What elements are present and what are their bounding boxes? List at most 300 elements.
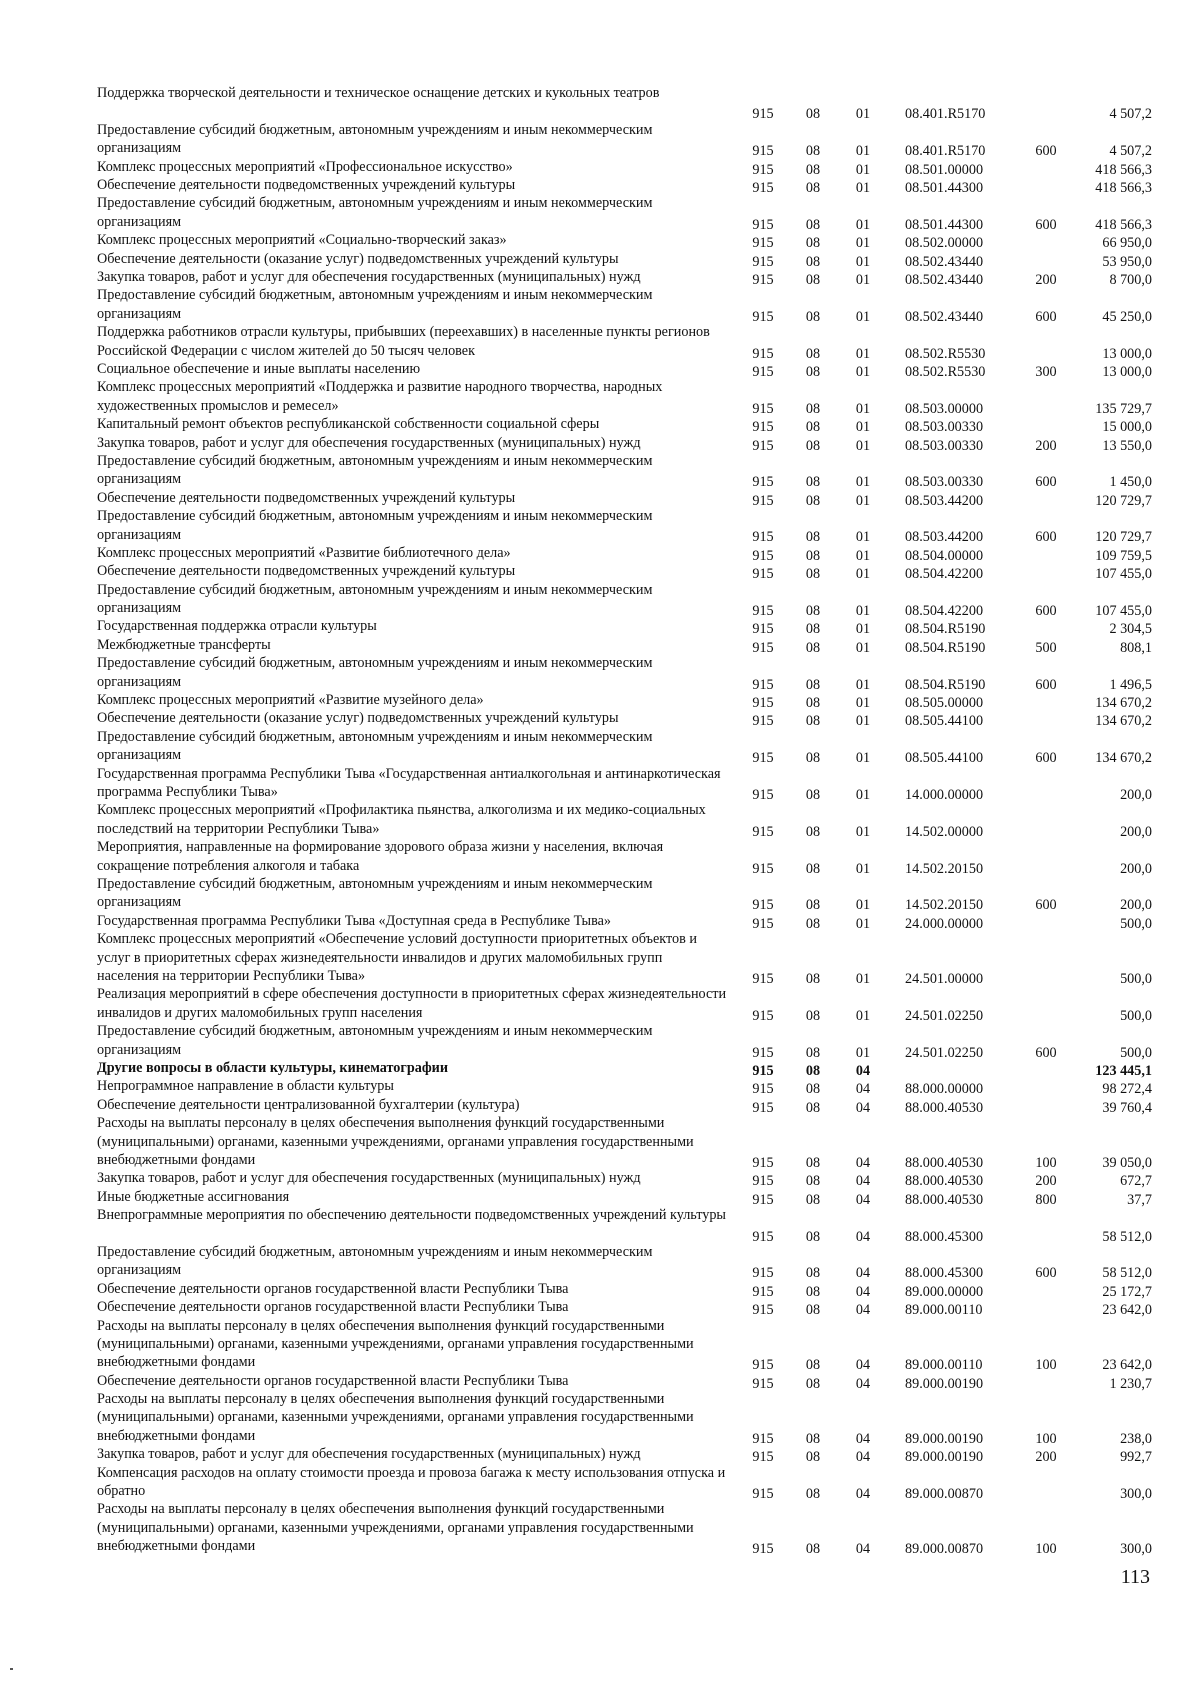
target-article-cell: 88.000.00000 — [905, 1081, 984, 1098]
expense-type-cell: 600 — [1035, 676, 1057, 693]
section-code-cell: 08 — [805, 253, 821, 270]
target-article-cell: 08.501.00000 — [905, 161, 984, 178]
subsection-code-cell: 01 — [855, 419, 871, 436]
section-code-cell: 08 — [805, 1228, 821, 1245]
table-row — [0, 415, 1200, 436]
subsection-code-cell: 01 — [855, 216, 871, 233]
amount-cell: 45 250,0 — [1102, 308, 1152, 325]
amount-cell: 13 550,0 — [1102, 437, 1152, 454]
admin-code-cell: 915 — [752, 437, 774, 454]
table-row — [0, 231, 1200, 252]
subsection-code-cell: 04 — [855, 1081, 871, 1098]
table-row — [0, 1188, 1200, 1206]
item-name-cell: Предоставление субсидий бюджетным, автономным учреждениям и иным некоммерческим организациям — [97, 195, 653, 230]
subsection-code-cell: 01 — [855, 823, 871, 840]
subsection-code-cell: 01 — [855, 547, 871, 564]
admin-code-cell: 915 — [752, 860, 774, 877]
section-code-cell: 08 — [805, 1449, 821, 1466]
item-name-cell: Комплекс процессных мероприятий «Развитие библиотечного дела» — [97, 544, 511, 561]
amount-cell: 808,1 — [1120, 639, 1152, 656]
amount-cell: 134 670,2 — [1095, 713, 1152, 730]
table-row — [0, 1464, 1200, 1501]
section-code-cell: 08 — [805, 695, 821, 712]
item-name-cell: Предоставление субсидий бюджетным, автономным учреждениям и иным некоммерческим организациям — [97, 655, 653, 690]
subsection-code-cell: 04 — [855, 1099, 871, 1116]
expense-type-cell: 600 — [1035, 750, 1057, 767]
table-row — [0, 1059, 1200, 1077]
item-name-cell: Государственная программа Республики Тыва «Государственная антиалкогольная и антинаркотическая программа Республики Тыва» — [97, 765, 721, 801]
table-row — [0, 838, 1200, 875]
item-name-cell: Предоставление субсидий бюджетным, автономным учреждениям и иным некоммерческим организациям — [97, 1023, 653, 1058]
subsection-code-cell: 04 — [855, 1541, 871, 1558]
amount-cell: 13 000,0 — [1102, 363, 1152, 380]
admin-code-cell: 915 — [752, 1541, 774, 1558]
amount-cell: 300,0 — [1120, 1486, 1152, 1503]
item-name-cell: Компенсация расходов на оплату стоимости проезда и провоза багажа к месту использования отпуска и обратно — [97, 1464, 726, 1500]
table-row — [0, 1169, 1200, 1190]
subsection-code-cell: 01 — [855, 1007, 871, 1024]
item-name-cell: Комплекс процессных мероприятий «Социально-творческий заказ» — [97, 232, 507, 249]
table-row — [0, 581, 1200, 618]
table-row — [0, 709, 1200, 730]
table-row — [0, 912, 1200, 930]
amount-cell: 4 507,2 — [1109, 106, 1152, 123]
target-article-cell: 08.503.00330 — [905, 419, 984, 436]
target-article-cell: 89.000.00870 — [905, 1486, 984, 1503]
amount-cell: 500,0 — [1120, 971, 1152, 987]
target-article-cell: 89.000.00190 — [905, 1375, 984, 1392]
item-name-cell: Комплекс процессных мероприятий «Развитие музейного дела» — [97, 692, 484, 709]
item-name-cell: Обеспечение деятельности подведомственных учреждений культуры — [97, 176, 516, 193]
expense-type-cell: 200 — [1035, 437, 1057, 454]
subsection-code-cell: 01 — [855, 106, 871, 123]
item-name-cell: Мероприятия, направленные на формирование здорового образа жизни у населения, включая сокращение потребления алкоголя и табака — [97, 839, 664, 874]
admin-code-cell: 915 — [752, 1375, 774, 1392]
table-row — [0, 654, 1200, 691]
amount-cell: 500,0 — [1120, 1007, 1152, 1024]
amount-cell: 39 050,0 — [1102, 1154, 1152, 1171]
section-code-cell: 08 — [805, 639, 821, 656]
section-code-cell: 08 — [805, 437, 821, 454]
subsection-code-cell: 04 — [855, 1449, 871, 1466]
admin-code-cell: 915 — [752, 1265, 774, 1282]
item-name-cell: Предоставление субсидий бюджетным, автономным учреждениям и иным некоммерческим организациям — [97, 508, 653, 543]
target-article-cell: 08.504.42200 — [905, 566, 984, 583]
amount-cell: 500,0 — [1120, 1044, 1152, 1061]
table-row — [0, 801, 1200, 838]
section-code-cell: 08 — [805, 1302, 821, 1319]
item-name-cell: Государственная поддержка отрасли культуры — [97, 618, 377, 635]
table-row — [0, 268, 1200, 286]
subsection-code-cell: 01 — [855, 400, 871, 417]
amount-cell: 1 496,5 — [1109, 676, 1152, 693]
amount-cell: 8 700,0 — [1109, 271, 1152, 288]
section-code-cell: 08 — [805, 363, 821, 380]
section-code-cell: 08 — [805, 823, 821, 840]
table-row — [0, 544, 1200, 562]
admin-code-cell: 915 — [752, 621, 774, 638]
target-article-cell: 08.504.42200 — [905, 603, 984, 620]
item-name-cell: Комплекс процессных мероприятий «Профессиональное искусство» — [97, 158, 513, 175]
admin-code-cell: 915 — [752, 419, 774, 436]
admin-code-cell: 915 — [752, 1302, 774, 1319]
section-code-cell: 08 — [805, 400, 821, 417]
table-row — [0, 1022, 1200, 1059]
subsection-code-cell: 04 — [855, 1302, 871, 1319]
admin-code-cell: 915 — [752, 897, 774, 914]
target-article-cell: 14.000.00000 — [905, 787, 984, 804]
table-row — [0, 1372, 1200, 1390]
amount-cell: 200,0 — [1120, 860, 1152, 877]
target-article-cell: 89.000.00190 — [905, 1430, 984, 1447]
expense-type-cell: 600 — [1035, 143, 1057, 160]
amount-cell: 134 670,2 — [1095, 695, 1152, 712]
expense-type-cell: 100 — [1035, 1541, 1057, 1558]
expense-type-cell: 200 — [1035, 1173, 1057, 1190]
table-row — [0, 360, 1200, 378]
amount-cell: 418 566,3 — [1095, 216, 1152, 233]
section-code-cell: 08 — [805, 547, 821, 564]
table-row — [0, 158, 1200, 176]
section-code-cell: 08 — [805, 308, 821, 325]
item-name-cell: Обеспечение деятельности подведомственных учреждений культуры — [97, 489, 516, 506]
amount-cell: 1 450,0 — [1109, 474, 1152, 491]
target-article-cell: 24.000.00000 — [905, 915, 984, 932]
target-article-cell: 08.504.R5190 — [905, 621, 986, 638]
amount-cell: 37,7 — [1127, 1191, 1152, 1208]
amount-cell: 418 566,3 — [1095, 179, 1152, 196]
subsection-code-cell: 01 — [855, 235, 871, 252]
table-row — [0, 250, 1200, 268]
amount-cell: 107 455,0 — [1095, 603, 1152, 620]
admin-code-cell: 915 — [752, 271, 774, 288]
target-article-cell: 88.000.40530 — [905, 1154, 984, 1171]
section-code-cell: 08 — [805, 1173, 821, 1190]
admin-code-cell: 915 — [752, 713, 774, 730]
amount-cell: 109 759,5 — [1095, 547, 1152, 564]
table-row — [0, 562, 1200, 583]
expense-type-cell: 100 — [1035, 1154, 1057, 1171]
expense-type-cell: 100 — [1035, 1357, 1057, 1374]
target-article-cell: 88.000.45300 — [905, 1265, 984, 1282]
target-article-cell: 24.501.02250 — [905, 1044, 984, 1061]
subsection-code-cell: 01 — [855, 603, 871, 620]
subsection-code-cell: 01 — [855, 345, 871, 362]
subsection-code-cell: 01 — [855, 363, 871, 380]
admin-code-cell: 915 — [752, 1154, 774, 1171]
item-name-cell: Обеспечение деятельности органов государственной власти Республики Тыва — [97, 1280, 569, 1297]
subsection-code-cell: 01 — [855, 271, 871, 288]
amount-cell: 2 304,5 — [1109, 621, 1152, 638]
page-number: 113 — [1120, 1566, 1150, 1588]
target-article-cell: 08.502.43440 — [905, 308, 984, 325]
item-name-cell: Иные бюджетные ассигнования — [97, 1188, 290, 1205]
target-article-cell: 08.401.R5170 — [905, 106, 986, 123]
item-name-cell: Обеспечение деятельности централизованной бухгалтерии (культура) — [97, 1096, 520, 1113]
expense-type-cell: 100 — [1035, 1430, 1057, 1447]
admin-code-cell: 915 — [752, 235, 774, 252]
target-article-cell: 08.503.44200 — [905, 529, 984, 546]
subsection-code-cell: 04 — [855, 1173, 871, 1190]
target-article-cell: 88.000.45300 — [905, 1228, 984, 1245]
admin-code-cell: 915 — [752, 308, 774, 325]
subsection-code-cell: 04 — [855, 1375, 871, 1392]
target-article-cell: 14.502.20150 — [905, 860, 984, 877]
item-name-cell: Комплекс процессных мероприятий «Обеспечение условий доступности приоритетных объектов и услуг в приоритетных сферах жизнедеятельности инвалидов и других маломобильных групп населения на территории Республики Тыва» — [97, 931, 697, 985]
section-code-cell: 08 — [805, 1062, 821, 1079]
section-code-cell: 08 — [805, 529, 821, 546]
admin-code-cell: 915 — [752, 345, 774, 362]
admin-code-cell: 915 — [752, 1357, 774, 1374]
expense-type-cell: 600 — [1035, 308, 1057, 325]
admin-code-cell: 915 — [752, 1191, 774, 1208]
expense-type-cell: 300 — [1035, 363, 1057, 380]
section-code-cell: 08 — [805, 1044, 821, 1061]
target-article-cell: 08.502.43440 — [905, 253, 984, 270]
table-row — [0, 1096, 1200, 1114]
item-name-cell: Обеспечение деятельности подведомственных учреждений культуры — [97, 563, 516, 580]
target-article-cell: 14.502.00000 — [905, 823, 984, 840]
target-article-cell: 89.000.00000 — [905, 1283, 984, 1300]
target-article-cell: 88.000.40530 — [905, 1191, 984, 1208]
section-code-cell: 08 — [805, 676, 821, 693]
item-name-cell: Предоставление субсидий бюджетным, автономным учреждениям и иным некоммерческим организациям — [97, 728, 653, 764]
subsection-code-cell: 01 — [855, 179, 871, 196]
subsection-code-cell: 01 — [855, 529, 871, 546]
item-name-cell: Государственная программа Республики Тыва «Доступная среда в Республике Тыва» — [97, 912, 611, 929]
subsection-code-cell: 01 — [855, 308, 871, 325]
item-name-cell: Предоставление субсидий бюджетным, автономным учреждениям и иным некоммерческим организациям — [97, 287, 653, 322]
subsection-code-cell: 04 — [855, 1228, 871, 1245]
item-name-cell: Закупка товаров, работ и услуг для обеспечения государственных (муниципальных) нужд — [97, 1446, 641, 1463]
admin-code-cell: 915 — [752, 1062, 774, 1079]
admin-code-cell: 915 — [752, 161, 774, 178]
section-code-cell: 08 — [805, 713, 821, 730]
admin-code-cell: 915 — [752, 639, 774, 656]
table-row — [0, 176, 1200, 194]
subsection-code-cell: 04 — [855, 1283, 871, 1300]
table-row — [0, 1114, 1200, 1169]
table-row — [0, 617, 1200, 638]
table-row — [0, 452, 1200, 489]
subsection-code-cell: 01 — [855, 787, 871, 804]
expense-type-cell: 200 — [1035, 271, 1057, 288]
item-name-cell: Социальное обеспечение и иные выплаты населению — [97, 360, 421, 377]
amount-cell: 200,0 — [1120, 897, 1152, 914]
amount-cell: 39 760,4 — [1102, 1099, 1152, 1116]
admin-code-cell: 915 — [752, 603, 774, 620]
target-article-cell: 89.000.00870 — [905, 1541, 984, 1558]
section-code-cell: 08 — [805, 345, 821, 362]
admin-code-cell: 915 — [752, 823, 774, 840]
admin-code-cell: 915 — [752, 915, 774, 932]
section-code-cell: 08 — [805, 915, 821, 932]
target-article-cell: 89.000.00190 — [905, 1449, 984, 1466]
item-name-cell: Расходы на выплаты персоналу в целях обеспечения выполнения функций государственными (муниципальными) органами, казенными учреждениями, органами управления государственными внебюджетными фондами — [97, 1501, 694, 1555]
item-name-cell: Обеспечение деятельности органов государственной власти Республики Тыва — [97, 1299, 569, 1316]
admin-code-cell: 915 — [752, 106, 774, 123]
expense-type-cell: 600 — [1035, 897, 1057, 914]
section-code-cell: 08 — [805, 621, 821, 638]
target-article-cell: 08.501.44300 — [905, 216, 984, 233]
subsection-code-cell: 01 — [855, 676, 871, 693]
target-article-cell: 08.503.00000 — [905, 400, 984, 417]
amount-cell: 992,7 — [1120, 1449, 1152, 1466]
amount-cell: 238,0 — [1120, 1430, 1152, 1447]
table-row — [0, 1445, 1200, 1466]
subsection-code-cell: 01 — [855, 474, 871, 491]
table-row — [0, 875, 1200, 912]
expense-type-cell: 600 — [1035, 603, 1057, 620]
subsection-code-cell: 01 — [855, 621, 871, 638]
admin-code-cell: 915 — [752, 1173, 774, 1190]
admin-code-cell: 915 — [752, 1430, 774, 1447]
subsection-code-cell: 01 — [855, 492, 871, 509]
amount-cell: 120 729,7 — [1095, 529, 1152, 546]
section-code-cell: 08 — [805, 1099, 821, 1116]
admin-code-cell: 915 — [752, 216, 774, 233]
amount-cell: 4 507,2 — [1109, 143, 1152, 160]
admin-code-cell: 915 — [752, 1283, 774, 1300]
section-code-cell: 08 — [805, 235, 821, 252]
admin-code-cell: 915 — [752, 1099, 774, 1116]
expense-type-cell: 600 — [1035, 1265, 1057, 1282]
item-name-cell: Комплекс процессных мероприятий «Профилактика пьянства, алкоголизма и их медико-социальных последствий на территории Республики Тыва» — [97, 802, 706, 837]
section-code-cell: 08 — [805, 1430, 821, 1447]
table-row — [0, 1077, 1200, 1098]
expense-type-cell: 600 — [1035, 216, 1057, 233]
subsection-code-cell: 01 — [855, 897, 871, 914]
subsection-code-cell: 01 — [855, 915, 871, 932]
item-name-cell: Расходы на выплаты персоналу в целях обеспечения выполнения функций государственными (муниципальными) органами, казенными учреждениями, органами управления государственными внебюджетными фондами — [97, 1115, 694, 1168]
expense-type-cell: 800 — [1035, 1191, 1057, 1208]
target-article-cell: 08.502.43440 — [905, 271, 984, 288]
subsection-code-cell: 01 — [855, 713, 871, 730]
table-row — [0, 1206, 1200, 1243]
admin-code-cell: 915 — [752, 971, 774, 987]
admin-code-cell: 915 — [752, 400, 774, 417]
target-article-cell: 08.503.00330 — [905, 474, 984, 491]
item-name-cell: Закупка товаров, работ и услуг для обеспечения государственных (муниципальных) нужд — [97, 268, 641, 285]
section-code-cell: 08 — [805, 603, 821, 620]
target-article-cell: 08.504.R5190 — [905, 676, 986, 693]
amount-cell: 58 512,0 — [1102, 1228, 1152, 1245]
table-row — [0, 507, 1200, 544]
section-code-cell: 08 — [805, 971, 821, 987]
section-code-cell: 08 — [805, 492, 821, 509]
table-row — [0, 194, 1200, 231]
subsection-code-cell: 01 — [855, 566, 871, 583]
target-article-cell: 08.503.00330 — [905, 437, 984, 454]
table-row — [0, 1280, 1200, 1298]
subsection-code-cell: 01 — [855, 161, 871, 178]
amount-cell: 23 642,0 — [1102, 1302, 1152, 1319]
table-row — [0, 121, 1200, 158]
admin-code-cell: 915 — [752, 474, 774, 491]
target-article-cell: 08.505.00000 — [905, 695, 984, 712]
target-article-cell: 08.502.00000 — [905, 235, 984, 252]
section-code-cell: 08 — [805, 216, 821, 233]
section-code-cell: 08 — [805, 1283, 821, 1300]
admin-code-cell: 915 — [752, 1007, 774, 1024]
subsection-code-cell: 01 — [855, 750, 871, 767]
amount-cell: 123 445,1 — [1095, 1062, 1152, 1079]
item-name-cell: Расходы на выплаты персоналу в целях обеспечения выполнения функций государственными (муниципальными) органами, казенными учреждениями, органами управления государственными внебюджетными фондами — [97, 1391, 694, 1444]
admin-code-cell: 915 — [752, 253, 774, 270]
table-row — [0, 1298, 1200, 1319]
section-code-cell: 08 — [805, 106, 821, 123]
budget-table — [0, 84, 1200, 1556]
target-article-cell: 08.504.R5190 — [905, 639, 986, 656]
admin-code-cell: 915 — [752, 547, 774, 564]
item-name-cell: Предоставление субсидий бюджетным, автономным учреждениям и иным некоммерческим организациям — [97, 1243, 653, 1279]
section-code-cell: 08 — [805, 143, 821, 160]
admin-code-cell: 915 — [752, 143, 774, 160]
item-name-cell: Межбюджетные трансферты — [97, 636, 271, 653]
item-name-cell: Непрограммное направление в области культуры — [97, 1078, 394, 1095]
subsection-code-cell: 01 — [855, 253, 871, 270]
section-code-cell: 08 — [805, 1154, 821, 1171]
section-code-cell: 08 — [805, 566, 821, 583]
target-article-cell: 24.501.00000 — [905, 971, 984, 987]
table-row — [0, 1500, 1200, 1558]
admin-code-cell: 915 — [752, 363, 774, 380]
target-article-cell: 08.504.00000 — [905, 547, 984, 564]
item-name-cell: Предоставление субсидий бюджетным, автономным учреждениям и иным некоммерческим организациям — [97, 876, 653, 911]
amount-cell: 418 566,3 — [1095, 161, 1152, 178]
target-article-cell: 14.502.20150 — [905, 897, 984, 914]
subsection-code-cell: 01 — [855, 143, 871, 160]
table-row — [0, 1317, 1200, 1372]
section-code-cell: 08 — [805, 1081, 821, 1098]
table-row — [0, 434, 1200, 452]
subsection-code-cell: 04 — [855, 1062, 871, 1079]
amount-cell: 107 455,0 — [1095, 566, 1152, 583]
item-name-cell: Внепрограммные мероприятия по обеспечению деятельности подведомственных учреждений культуры — [97, 1207, 726, 1224]
target-article-cell: 08.505.44100 — [905, 713, 984, 730]
section-code-cell: 08 — [805, 161, 821, 178]
table-row — [0, 728, 1200, 765]
subsection-code-cell: 01 — [855, 437, 871, 454]
item-name-cell: Обеспечение деятельности (оказание услуг) подведомственных учреждений культуры — [97, 710, 619, 727]
item-name-cell: Капитальный ремонт объектов республиканской собственности социальной сферы — [97, 416, 600, 433]
amount-cell: 135 729,7 — [1095, 400, 1152, 417]
table-row — [0, 323, 1200, 360]
subsection-code-cell: 04 — [855, 1486, 871, 1503]
table-row — [0, 489, 1200, 507]
expense-type-cell: 200 — [1035, 1449, 1057, 1466]
amount-cell: 200,0 — [1120, 787, 1152, 804]
table-row — [0, 1390, 1200, 1445]
section-code-cell: 08 — [805, 1265, 821, 1282]
item-name-cell: Обеспечение деятельности (оказание услуг) подведомственных учреждений культуры — [97, 250, 619, 267]
amount-cell: 98 272,4 — [1102, 1081, 1152, 1098]
target-article-cell: 24.501.02250 — [905, 1007, 984, 1024]
section-code-cell: 08 — [805, 1486, 821, 1503]
amount-cell: 120 729,7 — [1095, 492, 1152, 509]
section-code-cell: 08 — [805, 419, 821, 436]
subsection-code-cell: 01 — [855, 1044, 871, 1061]
admin-code-cell: 915 — [752, 1449, 774, 1466]
amount-cell: 300,0 — [1120, 1541, 1152, 1558]
item-name-cell: Другие вопросы в области культуры, кинематографии — [97, 1059, 448, 1076]
subsection-code-cell: 04 — [855, 1191, 871, 1208]
item-name-cell: Закупка товаров, работ и услуг для обеспечения государственных (муниципальных) нужд — [97, 434, 641, 451]
table-row — [0, 84, 1200, 121]
admin-code-cell: 915 — [752, 695, 774, 712]
table-row — [0, 378, 1200, 415]
expense-type-cell: 500 — [1035, 639, 1057, 656]
